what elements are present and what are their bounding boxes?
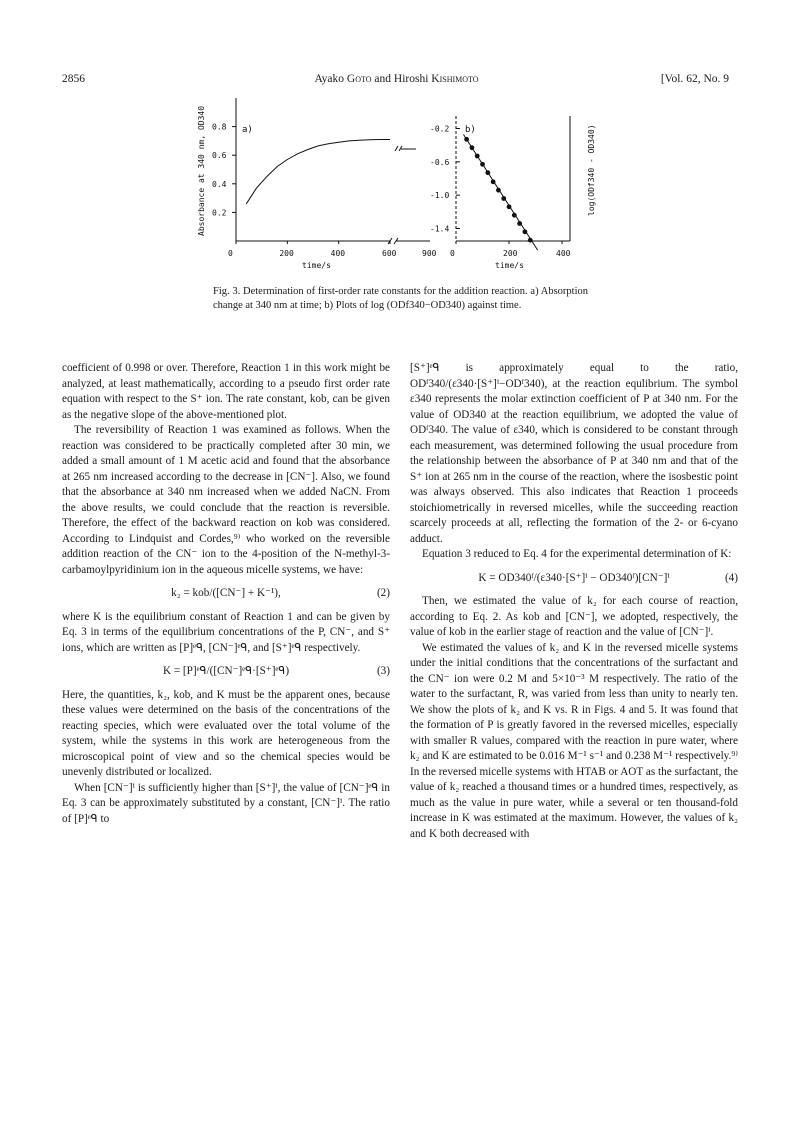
panel-b-data-point <box>464 137 469 142</box>
panel-b-xlabel: time/s <box>495 261 524 270</box>
paragraph: coefficient of 0.998 or over. Therefore, Reaction 1 in this work might be analyzed, at least mathematically, according to a pseudo first order rate equation with respect to the S⁺ ion. The rate constant, kob, can be given as the negative slope of the above-mentioned plot. <box>62 362 390 421</box>
panel-a-ytick-label: 0.6 <box>212 151 227 161</box>
panel-a-xtick-label: 400 <box>330 249 346 258</box>
panel-b-data-point <box>470 145 475 150</box>
panel-a-ylabel: Absorbance at 340 nm, OD340 <box>197 105 206 236</box>
panel-b-data-point <box>512 213 517 218</box>
journal-volume: [Vol. 62, No. 9 <box>660 73 729 85</box>
paragraph: [S⁺]ᵉᑫ is approximately equal to the ratio, ODᶠ340/(ε340·[S⁺]ⁱ−ODᶠ340), at the reaction equlibrium. The symbol ε340 represents the molar extinction coefficient of P at 340 nm. For the value of OD340 at the reaction equilibrium, we adopted the value of ODᶠ340. The value of ε340, which is considered to be constant through each measurement, was determined following the usual procedure from the relationship between the absorbance of P at 340 nm and that of the S⁺ ion at 265 nm in the course of the reaction, where the isosbestic point was always observed. This also indicates that Reaction 1 proceeds stoichiometrically in reversed micelles, while the succeeding reaction scarcely proceeds at all, reflecting the formation of the 2- or 6-cyano adduct. <box>410 362 738 545</box>
equation-2-body: k₂ = kob/([CN⁻] + K⁻¹), <box>171 587 281 599</box>
panel-b-ytick-label: -1.0 <box>430 191 450 201</box>
panel-b-data-point <box>491 179 496 184</box>
panel-b-ytick-label: -1.4 <box>430 224 450 234</box>
paragraph: The reversibility of Reaction 1 was examined as follows. When the reaction was considered to be practically completed after 30 min, we added a small amount of 1 M acetic acid and found that the absorbance at 265 nm increased according to the decrease in [CN⁻]. Also, we found that the absorbance at 340 nm increased when we added NaCN. From the above results, we could conclude that the reaction is reversible. Therefore, the effect of the backward reaction on kob was considered. According to Lindquist and Cordes,⁹⁾ who worked on the reversible addition reaction of the CN⁻ ion to the 4-position of the N-methyl-3-carbamoylpyridinium ion in the aqueous micelle systems, we have: <box>62 424 390 576</box>
panel-a-xlabel: time/s <box>302 261 331 270</box>
panel-a-xtick-label: 0 <box>228 249 233 258</box>
panel-b-data-point <box>501 196 506 201</box>
panel-b-ytick-label: -0.6 <box>430 157 450 167</box>
panel-a-label: a) <box>242 125 253 135</box>
paragraph: When [CN⁻]ⁱ is sufficiently higher than [S⁺]ⁱ, the value of [CN⁻]ᵉᑫ in Eq. 3 can be approximately substituted by a constant, [CN⁻]ⁱ. The ratio of [P]ᵉᑫ to <box>62 781 390 825</box>
panel-a-xtick-label: 600 <box>382 249 397 258</box>
panel-b-data-point <box>480 162 485 167</box>
panel-b-data-point <box>496 188 501 193</box>
figure-caption: Fig. 3. Determination of first-order rate constants for the addition reaction. a) Absorption change at 340 nm at time; b) Plots of log (ODf340−OD340) against time. <box>213 286 588 311</box>
panel-b-ytick-label: -0.2 <box>430 124 450 134</box>
panel-b-xtick-label: 0 <box>450 249 455 258</box>
equation-4-number: (4) <box>724 571 738 584</box>
panel-a-curve-break <box>395 146 398 151</box>
right-column <box>410 361 738 842</box>
page-number: 2856 <box>62 73 85 85</box>
author-1-smallcaps: oto <box>355 73 372 85</box>
equation-4 <box>410 571 738 587</box>
equation-4-body: K = OD340ᶠ/(ε340·[S⁺]ⁱ − OD340ᶠ)[CN⁻]ⁱ <box>478 571 670 584</box>
equation-2-number: (2) <box>376 587 390 599</box>
paragraph: where K is the equilibrium constant of Reaction 1 and can be given by Eq. 3 in terms of the equilibrium concentrations of the P, CN⁻, and S⁺ ions, which are written as [P]ᵉᑫ, [CN⁻]ᵉᑫ, and [S⁺]ᵉᑫ respectively. <box>62 610 390 654</box>
panel-b <box>430 116 596 270</box>
author-2-first: and Hiroshi K <box>371 73 440 85</box>
figure-3 <box>190 86 600 276</box>
panel-a-ytick-label: 0.8 <box>212 122 227 132</box>
panel-b-data-point <box>523 229 528 234</box>
panel-b-ylabel: log(ODf340 - OD340) <box>587 124 596 216</box>
panel-b-data-point <box>475 154 480 159</box>
panel-a <box>197 98 437 270</box>
panel-a-absorbance-curve <box>246 140 390 204</box>
author-1-first: Ayako G <box>314 73 356 85</box>
panel-b-xtick-label: 200 <box>503 249 518 258</box>
paragraph: Then, we estimated the value of k₂ for each course of reaction, according to Eq. 2. As kob and [CN⁻], we adopted, respectively, the value of kob in the earlier stage of reaction and the value of [CN⁻]ⁱ. <box>410 595 738 638</box>
equation-3-body: K = [P]ᵉᑫ/([CN⁻]ᵉᑫ·[S⁺]ᵉᑫ) <box>162 665 290 677</box>
equation-2 <box>62 586 390 602</box>
panel-b-label: b) <box>465 125 476 135</box>
paragraph: We estimated the values of k₂ and K in the reversed micelle systems under the initial conditions that the concentrations of the surfactant and the CN⁻ ion were 0.2 M and 5×10⁻³ M respectively. The ratio of the water to the surfactant, R, was varied from less than unity to nearly ten. We show the plots of k₂ and K vs. R in Figs. 4 and 5. It was found that the formation of P is greatly favored in the reversed micelles, especially with smaller R values, compared with the reaction in pure water, where k₂ and K are estimated to be 0.016 M⁻¹ s⁻¹ and 0.238 M⁻¹ respectively.⁹⁾ In the reversed micelle systems with HTAB or AOT as the surfactant, the value of k₂ reached a thousand times or a hundred times, respectively, as much as the value in pure water, while a several or ten thousand-fold increase in K was estimated at the maximum. However, the values of k₂ and K both decreased with <box>410 641 738 840</box>
equation-3 <box>62 664 390 680</box>
paragraph: Equation 3 reduced to Eq. 4 for the experimental determination of K: <box>422 548 732 560</box>
panel-a-ytick-label: 0.4 <box>212 179 227 189</box>
panel-b-data-point <box>485 170 490 175</box>
left-column <box>62 361 390 827</box>
panel-b-data-point <box>528 238 533 243</box>
equation-3-number: (3) <box>376 665 390 677</box>
paragraph: Here, the quantities, k₂, kob, and K must be the apparent ones, because these values were determined on the basis of the concentrations of the reacting species, which were evaluated over the total volume of the system, while the systems in this work are heterogeneous from the microscopical point of view and so the chemical species would be unevenly distributed or localized. <box>62 688 390 778</box>
panel-a-xtick-label: 200 <box>279 249 294 258</box>
panel-b-xtick-label: 400 <box>556 249 571 258</box>
author-2-smallcaps: ishimoto <box>439 73 479 85</box>
panel-b-data-point <box>507 204 512 209</box>
panel-b-data-point <box>517 221 522 226</box>
panel-a-ytick-label: 0.2 <box>212 208 227 218</box>
panel-a-xtick-label: 900 <box>422 249 437 258</box>
